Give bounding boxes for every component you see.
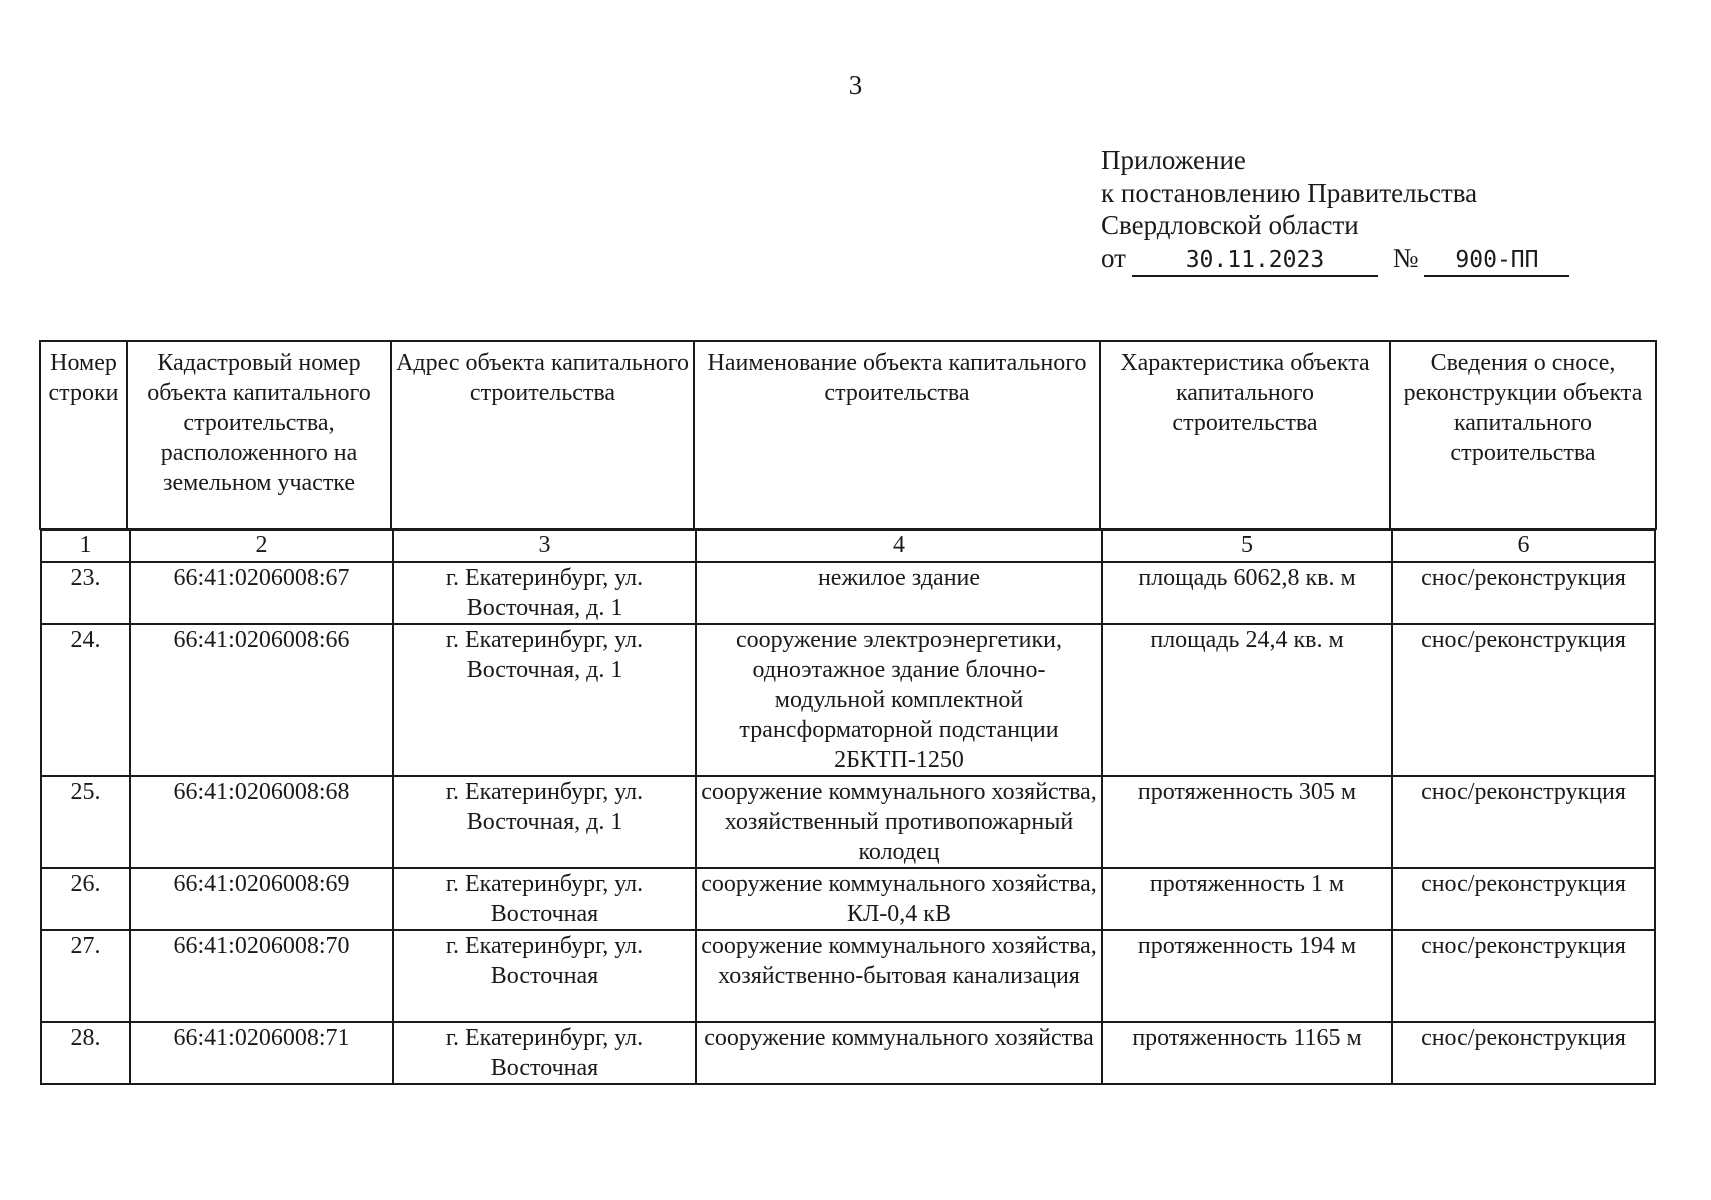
appendix-date-number-line (1101, 242, 1569, 277)
table-row (41, 1022, 1655, 1084)
table-row (41, 930, 1655, 1022)
column-number-cell: 5 (1102, 530, 1392, 562)
document-date: 30.11.2023 (1132, 247, 1378, 277)
appendix-region: Свердловской области (1101, 210, 1359, 240)
address-cell: г. Екатеринбург, ул. Восточная, д. 1 (393, 562, 696, 624)
date-label: от (1101, 242, 1126, 273)
status-cell: снос/реконструкция (1392, 776, 1655, 868)
row-number-cell: 23. (41, 562, 130, 624)
address-cell: г. Екатеринбург, ул. Восточная, д. 1 (393, 624, 696, 776)
column-number-cell: 3 (393, 530, 696, 562)
row-number-cell: 27. (41, 930, 130, 1022)
column-number-cell: 1 (41, 530, 130, 562)
header-cell-address: Адрес объекта капитального строительства (391, 341, 694, 529)
document-number: 900-ПП (1424, 247, 1569, 277)
number-label: № (1392, 242, 1419, 273)
cadastral-number-cell: 66:41:0206008:66 (130, 624, 393, 776)
object-name-cell: сооружение коммунального хозяйства, хозяйственно-бытовая канализация (696, 930, 1102, 1022)
header-table (39, 340, 1657, 530)
address-cell: г. Екатеринбург, ул. Восточная (393, 1022, 696, 1084)
address-cell: г. Екатеринбург, ул. Восточная (393, 930, 696, 1022)
cadastral-number-cell: 66:41:0206008:70 (130, 930, 393, 1022)
status-cell: снос/реконструкция (1392, 1022, 1655, 1084)
header-cell-status: Сведения о сносе, реконструкции объекта капитального строительства (1390, 341, 1656, 529)
cadastral-number-cell: 66:41:0206008:69 (130, 868, 393, 930)
header-cell-characteristic: Характеристика объекта капитального строительства (1100, 341, 1390, 529)
characteristic-cell: площадь 24,4 кв. м (1102, 624, 1392, 776)
row-number-cell: 28. (41, 1022, 130, 1084)
address-cell: г. Екатеринбург, ул. Восточная (393, 868, 696, 930)
characteristic-cell: протяженность 1165 м (1102, 1022, 1392, 1084)
table-row (41, 776, 1655, 868)
object-name-cell: сооружение коммунального хозяйства, хозяйственный противопожарный колодец (696, 776, 1102, 868)
row-number-cell: 24. (41, 624, 130, 776)
characteristic-cell: протяженность 1 м (1102, 868, 1392, 930)
appendix-reference: к постановлению Правительства (1101, 177, 1478, 208)
column-number-cell: 2 (130, 530, 393, 562)
header-row (40, 341, 1656, 529)
page-number: 3 (848, 70, 863, 100)
table-row (41, 624, 1655, 776)
characteristic-cell: площадь 6062,8 кв. м (1102, 562, 1392, 624)
object-name-cell: сооружение коммунального хозяйства, КЛ-0,4 кВ (696, 868, 1102, 930)
object-name-cell: нежилое здание (696, 562, 1102, 624)
table-row (41, 562, 1655, 624)
column-number-cell: 6 (1392, 530, 1655, 562)
cadastral-number-cell: 66:41:0206008:68 (130, 776, 393, 868)
object-name-cell: сооружение электроэнергетики, одноэтажное здание блочно-модульной комплектной трансформаторной подстанции 2БКТП-1250 (696, 624, 1102, 776)
appendix-block (1101, 144, 1569, 277)
status-cell: снос/реконструкция (1392, 930, 1655, 1022)
characteristic-cell: протяженность 305 м (1102, 776, 1392, 868)
row-number-cell: 25. (41, 776, 130, 868)
table-row (41, 868, 1655, 930)
header-cell-cadastral: Кадастровый номер объекта капитального строительства, расположенного на земельном участке (127, 341, 391, 529)
cadastral-number-cell: 66:41:0206008:67 (130, 562, 393, 624)
address-cell: г. Екатеринбург, ул. Восточная, д. 1 (393, 776, 696, 868)
column-number-row (41, 530, 1655, 562)
column-number-cell: 4 (696, 530, 1102, 562)
status-cell: снос/реконструкция (1392, 868, 1655, 930)
header-cell-row-number: Номер строки (40, 341, 127, 529)
status-cell: снос/реконструкция (1392, 562, 1655, 624)
header-cell-name: Наименование объекта капитального строительства (694, 341, 1100, 529)
appendix-title: Приложение (1101, 145, 1246, 175)
cadastral-number-cell: 66:41:0206008:71 (130, 1022, 393, 1084)
status-cell: снос/реконструкция (1392, 624, 1655, 776)
data-table (40, 529, 1656, 1085)
characteristic-cell: протяженность 194 м (1102, 930, 1392, 1022)
object-name-cell: сооружение коммунального хозяйства (696, 1022, 1102, 1084)
row-number-cell: 26. (41, 868, 130, 930)
